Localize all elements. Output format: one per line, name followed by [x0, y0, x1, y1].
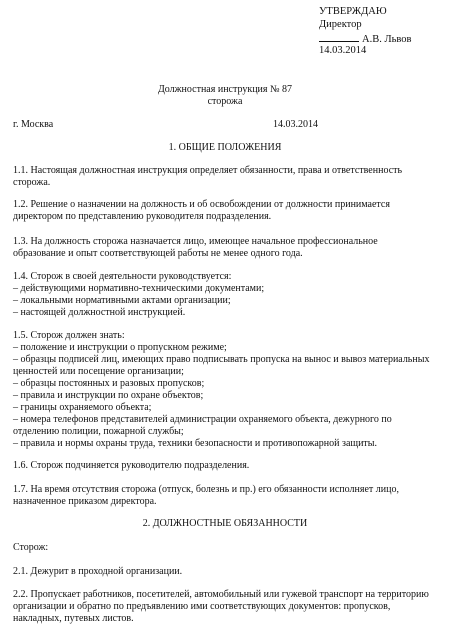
list-item: – действующими нормативно-техническими документами;	[13, 283, 265, 294]
paragraph-line: директором по представлению руководителя подразделения.	[13, 211, 272, 222]
approver-position: Директор	[319, 19, 362, 30]
approval-date: 14.03.2014	[319, 45, 367, 56]
paragraph-line: 1.1. Настоящая должностная инструкция определяет обязанности, права и ответственность	[13, 165, 403, 176]
document-subtitle: сторожа	[207, 96, 243, 107]
section-heading: 2. ДОЛЖНОСТНЫЕ ОБЯЗАННОСТИ	[142, 518, 308, 529]
section-heading: 1. ОБЩИЕ ПОЛОЖЕНИЯ	[168, 142, 282, 153]
paragraph-line: организации и обратно по предъявлению ими соответствующих документов: пропусков,	[13, 601, 391, 612]
list-item: ценностей или посещение организации;	[13, 366, 184, 377]
list-item: отделению полиции, пожарной службы;	[13, 426, 184, 437]
list-item: – настоящей должностной инструкцией.	[13, 307, 186, 318]
paragraph-line: Сторож:	[13, 542, 49, 553]
approve-label: УТВЕРЖДАЮ	[319, 6, 387, 17]
approver-signature	[319, 32, 411, 46]
document-city: г. Москва	[13, 119, 54, 130]
paragraph-line: образование и опыт соответствующей работы не менее одного года.	[13, 248, 303, 259]
list-item: – положение и инструкции о пропускном режиме;	[13, 342, 227, 353]
list-item: – образцы подписей лиц, имеющих право подписывать пропуска на вынос и вывоз материальных	[13, 354, 430, 365]
approver-name: А.В. Львов	[362, 34, 412, 45]
paragraph-line: накладных, путевых листов.	[13, 613, 134, 624]
document-date: 14.03.2014	[273, 119, 318, 130]
list-item: – правила и инструкции по охране объектов;	[13, 390, 204, 401]
paragraph-line: назначенное приказом директора.	[13, 496, 157, 507]
document-title: Должностная инструкция № 87	[157, 84, 293, 95]
paragraph-line: 2.1. Дежурит в проходной организации.	[13, 566, 183, 577]
list-item: – номера телефонов представителей администрации охраняемого объекта, дежурного по	[13, 414, 392, 425]
list-item: – локальными нормативными актами организации;	[13, 295, 231, 306]
paragraph-line: 2.2. Пропускает работников, посетителей, автомобильный или гужевой транспорт на территорию	[13, 589, 429, 600]
paragraph-line: 1.5. Сторож должен знать:	[13, 330, 125, 341]
list-item: – правила и нормы охраны труда, техники безопасности и противопожарной защиты.	[13, 438, 378, 449]
paragraph-line: сторожа.	[13, 177, 51, 188]
list-item: – границы охраняемого объекта;	[13, 402, 152, 413]
paragraph-line: 1.4. Сторож в своей деятельности руководствуется:	[13, 271, 232, 282]
paragraph-line: 1.2. Решение о назначении на должность и об освобождении от должности принимается	[13, 199, 390, 210]
signature-line	[319, 32, 359, 42]
paragraph-line: 1.6. Сторож подчиняется руководителю подразделения.	[13, 460, 250, 471]
paragraph-line: 1.7. На время отсутствия сторожа (отпуск, болезнь и пр.) его обязанности исполняет лицо,	[13, 484, 399, 495]
list-item: – образцы постоянных и разовых пропусков;	[13, 378, 205, 389]
paragraph-line: 1.3. На должность сторожа назначается лицо, имеющее начальное профессиональное	[13, 236, 378, 247]
